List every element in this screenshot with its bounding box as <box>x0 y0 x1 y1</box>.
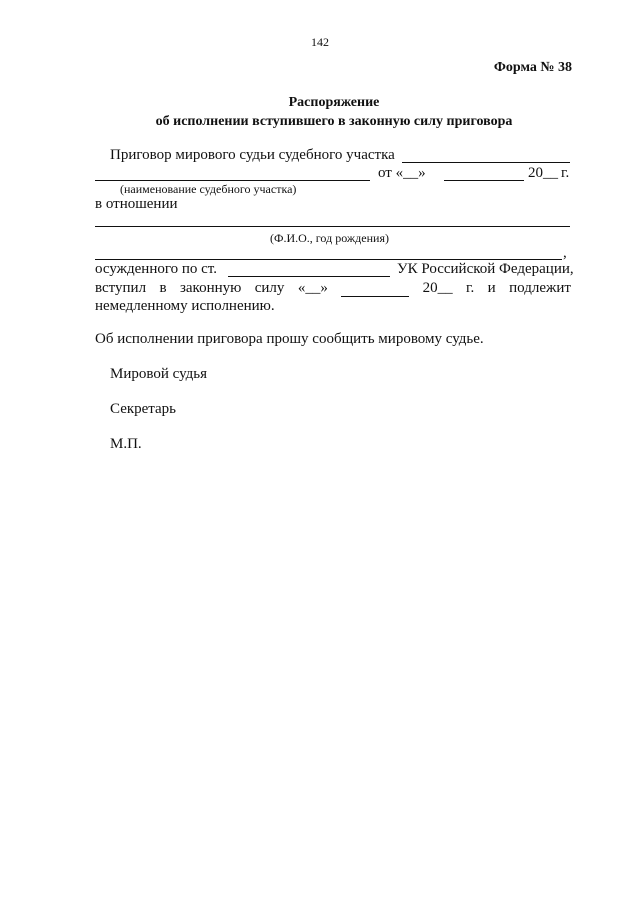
year-suffix: г. <box>561 165 570 181</box>
convicted-label: осужденного по ст. <box>95 261 217 277</box>
judge-label: Мировой судья <box>110 366 208 382</box>
entered-year-suffix: г. <box>466 280 475 296</box>
court-number-field <box>402 162 570 163</box>
sentence-court-label: Приговор мирового судьи судебного участка <box>110 147 395 163</box>
trailing-comma: , <box>563 245 567 261</box>
secretary-label: Секретарь <box>110 401 177 417</box>
entered-month-field <box>341 282 409 297</box>
request-text: Об исполнении приговора прошу сообщить мировому судье. <box>95 331 484 347</box>
word-podlezhit: подлежит <box>509 280 571 296</box>
from-date-label: от «__» <box>378 165 426 181</box>
fio-field <box>95 226 570 227</box>
execution-text: немедленному исполнению. <box>95 298 275 314</box>
document-subtitle: об исполнении вступившего в законную силу приговора <box>155 114 513 129</box>
entered-year: 20__ <box>422 280 453 296</box>
court-name-field <box>95 180 370 181</box>
word-zakonnuyu: законную <box>179 280 242 296</box>
article-field <box>228 276 390 277</box>
seal-label: М.П. <box>110 436 142 452</box>
court-caption: (наименование судебного участка) <box>120 182 297 196</box>
fio-caption: (Ф.И.О., год рождения) <box>270 231 389 245</box>
word-vstupil: вступил <box>95 280 147 296</box>
fio-continuation-field <box>95 259 562 260</box>
month-field <box>444 180 524 181</box>
uk-label: УК Российской Федерации, <box>397 261 574 277</box>
entered-day: «__» <box>297 280 328 296</box>
word-i: и <box>487 280 496 296</box>
document-title: Распоряжение <box>288 95 380 110</box>
form-number: Форма № 38 <box>493 60 572 75</box>
year-label: 20__ <box>528 165 558 181</box>
page-number: 142 <box>311 35 329 49</box>
word-silu: силу <box>254 280 285 296</box>
entered-force-line <box>95 280 571 297</box>
word-v: в <box>159 280 167 296</box>
regarding-label: в отношении <box>95 196 178 212</box>
